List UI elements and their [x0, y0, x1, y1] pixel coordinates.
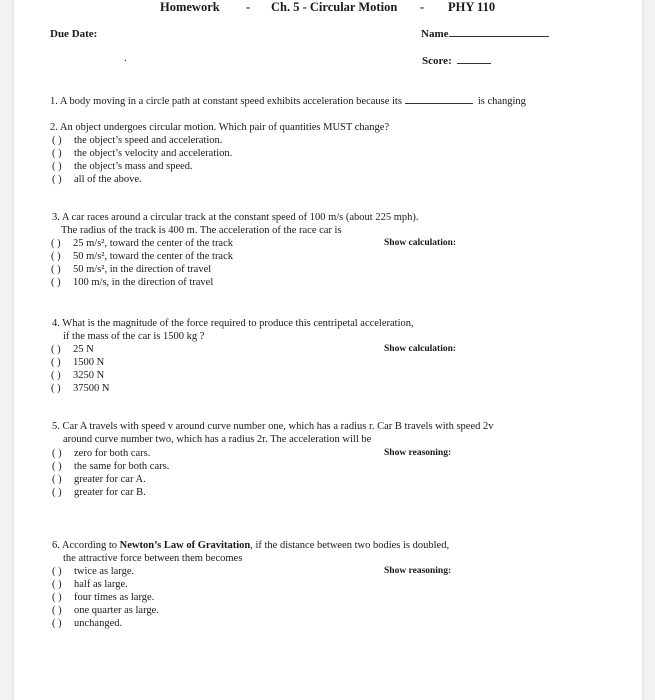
option-row[interactable]	[52, 460, 169, 473]
question-6-line-1	[52, 539, 449, 552]
score-label	[422, 55, 491, 67]
option-paren[interactable]: ( )	[52, 448, 62, 459]
option-text: all of the above.	[74, 174, 142, 185]
option-row[interactable]	[52, 147, 232, 160]
question-6-line-2: the attractive force between them becomes	[63, 553, 243, 564]
option-paren[interactable]: ( )	[52, 135, 62, 146]
question-1	[50, 95, 526, 108]
option-paren[interactable]: ( )	[52, 148, 62, 159]
option-row[interactable]	[51, 356, 109, 369]
option-text: unchanged.	[74, 618, 123, 629]
option-row[interactable]	[52, 578, 159, 591]
newtons-law-term: Newton’s Law of Gravitation	[119, 540, 251, 551]
option-text: half as large.	[74, 579, 128, 590]
question-5-line-1: 5. Car A travels with speed v around curve number one, which has a radius r. Car B travels with speed 2v	[52, 421, 494, 432]
option-paren[interactable]: ( )	[51, 357, 61, 368]
option-text: greater for car B.	[74, 487, 146, 498]
question-1-tail: is changing	[477, 96, 526, 107]
header-chapter: Ch. 5 - Circular Motion	[271, 0, 398, 14]
option-text: the object’s velocity and acceleration.	[74, 148, 233, 159]
option-row[interactable]	[51, 250, 233, 263]
name-label	[421, 28, 549, 40]
option-row[interactable]	[52, 447, 169, 460]
header-separator: -	[246, 0, 251, 14]
option-row[interactable]	[52, 604, 159, 617]
option-row[interactable]	[51, 263, 233, 276]
question-1-text: 1. A body moving in a circle path at constant speed exhibits acceleration because its	[50, 96, 402, 107]
option-text: the same for both cars.	[74, 461, 170, 472]
question-1-blank[interactable]	[405, 103, 473, 104]
question-3-line-1: 3. A car races around a circular track at the constant speed of 100 m/s (about 225 mph).	[52, 212, 419, 223]
option-text: 3250 N	[73, 370, 105, 381]
question-3-options	[51, 237, 233, 289]
option-paren[interactable]: ( )	[52, 174, 62, 185]
option-text: greater for car A.	[74, 474, 146, 485]
option-text: zero for both cars.	[74, 448, 151, 459]
due-date-label: Due Date:	[50, 28, 98, 40]
option-paren[interactable]: ( )	[51, 238, 61, 249]
header-separator: -	[420, 0, 425, 14]
question-3-show: Show calculation:	[384, 238, 457, 248]
option-row[interactable]	[52, 617, 159, 630]
name-label-text: Name	[421, 28, 449, 40]
option-paren[interactable]: ( )	[51, 383, 61, 394]
question-2-options	[52, 134, 232, 186]
option-row[interactable]	[51, 369, 109, 382]
option-paren[interactable]: ( )	[51, 344, 61, 355]
option-text: 50 m/s², in the direction of travel	[73, 264, 212, 275]
question-5-line-2: around curve number two, which has a radius 2r. The acceleration will be	[63, 434, 372, 445]
option-text: the object’s mass and speed.	[74, 161, 193, 172]
question-2-text: 2. An object undergoes circular motion. Which pair of quantities MUST change?	[50, 122, 390, 133]
option-paren[interactable]: ( )	[52, 461, 62, 472]
option-paren[interactable]: ( )	[52, 474, 62, 485]
option-row[interactable]	[51, 382, 109, 395]
option-text: 25 m/s², toward the center of the track	[73, 238, 234, 249]
option-row[interactable]	[52, 173, 232, 186]
option-paren[interactable]: ( )	[52, 161, 62, 172]
option-paren[interactable]: ( )	[51, 264, 61, 275]
header-title: Homework	[160, 0, 220, 14]
option-text: twice as large.	[74, 566, 135, 577]
stray-dot: .	[124, 52, 127, 64]
option-row[interactable]	[52, 565, 159, 578]
option-text: four times as large.	[74, 592, 155, 603]
option-row[interactable]	[51, 237, 233, 250]
option-paren[interactable]: ( )	[52, 605, 62, 616]
question-4-line-2: if the mass of the car is 1500 kg ?	[63, 331, 205, 342]
option-paren[interactable]: ( )	[52, 566, 62, 577]
option-text: 25 N	[73, 344, 94, 355]
question-6-post: , if the distance between two bodies is doubled,	[250, 540, 450, 551]
score-line[interactable]	[457, 63, 491, 64]
option-row[interactable]	[52, 591, 159, 604]
option-paren[interactable]: ( )	[51, 251, 61, 262]
question-5-options	[52, 447, 169, 499]
option-text: one quarter as large.	[74, 605, 159, 616]
option-paren[interactable]: ( )	[51, 277, 61, 288]
question-4-options	[51, 343, 109, 395]
option-paren[interactable]: ( )	[52, 618, 62, 629]
option-paren[interactable]: ( )	[52, 487, 62, 498]
option-paren[interactable]: ( )	[51, 370, 61, 381]
option-text: 37500 N	[73, 383, 110, 394]
option-row[interactable]	[52, 486, 169, 499]
option-row[interactable]	[52, 473, 169, 486]
homework-page	[14, 0, 642, 700]
name-line[interactable]	[449, 36, 549, 37]
option-paren[interactable]: ( )	[52, 592, 62, 603]
option-text: 100 m/s, in the direction of travel	[73, 277, 214, 288]
option-row[interactable]	[51, 343, 109, 356]
option-paren[interactable]: ( )	[52, 579, 62, 590]
question-5-show: Show reasoning:	[384, 448, 452, 458]
question-3-line-2: The radius of the track is 400 m. The acceleration of the race car is	[61, 225, 342, 236]
option-row[interactable]	[51, 276, 233, 289]
question-6-options	[52, 565, 159, 630]
question-6-show: Show reasoning:	[384, 566, 452, 576]
option-row[interactable]	[52, 160, 232, 173]
question-4-show: Show calculation:	[384, 344, 457, 354]
option-text: the object’s speed and acceleration.	[74, 135, 223, 146]
header-course: PHY 110	[448, 0, 496, 14]
option-text: 50 m/s², toward the center of the track	[73, 251, 234, 262]
question-6-pre: 6. According to	[52, 540, 120, 551]
option-row[interactable]	[52, 134, 232, 147]
score-label-text: Score:	[422, 55, 452, 67]
option-text: 1500 N	[73, 357, 105, 368]
question-4-line-1: 4. What is the magnitude of the force required to produce this centripetal acceleration,	[52, 318, 414, 329]
